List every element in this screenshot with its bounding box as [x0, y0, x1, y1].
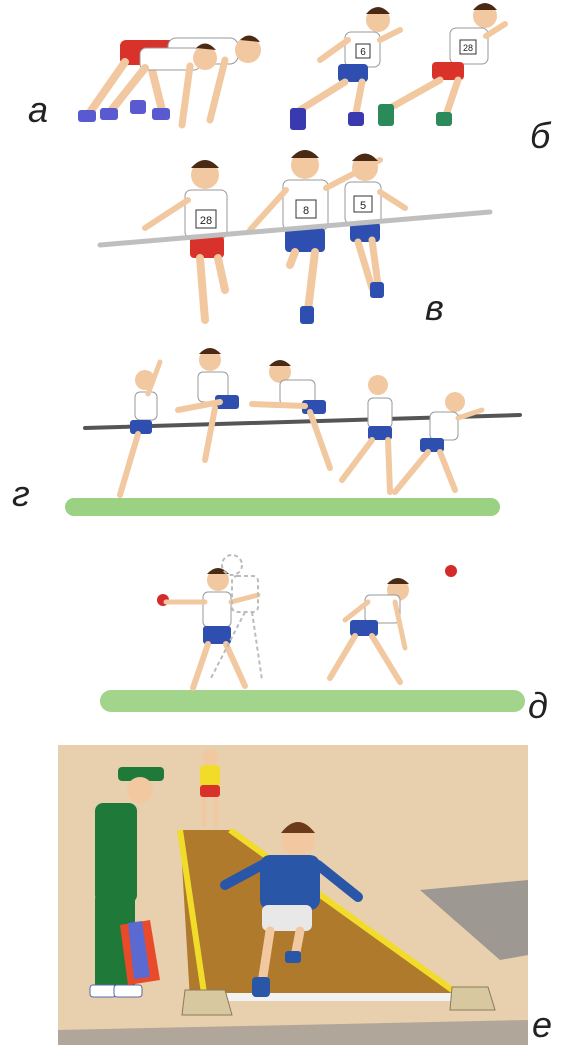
bib-v-right: 5	[359, 200, 367, 212]
thrower-2	[330, 578, 409, 682]
bib-b-left: 6	[360, 47, 366, 58]
panel-longjump	[0, 745, 565, 1045]
ball-right	[445, 565, 457, 577]
bib-v-left: 28	[199, 215, 213, 227]
longjump-illustration	[0, 745, 565, 1045]
panel-hurdle	[0, 340, 565, 530]
label-e: е	[532, 1004, 553, 1045]
grass-strip	[65, 498, 500, 516]
throw-illustration	[0, 540, 565, 725]
hurdler-3	[252, 360, 330, 468]
label-b: б	[530, 115, 551, 156]
block-right	[450, 987, 495, 1010]
panel-throw	[0, 540, 565, 725]
bib-b-right: 28	[462, 43, 474, 53]
hurdle-illustration	[0, 340, 565, 530]
hurdler-5	[395, 392, 482, 492]
start-illustration	[0, 0, 565, 145]
panel-start	[0, 0, 565, 156]
label-g: г	[12, 473, 30, 514]
hurdler-2	[178, 348, 239, 460]
label-a: а	[28, 89, 49, 130]
takeoff-board	[215, 993, 460, 1001]
label-v: в	[425, 287, 444, 328]
thrower-1	[166, 568, 258, 688]
runner-b-right	[378, 3, 505, 126]
hurdler-4	[342, 375, 392, 492]
finish-illustration	[0, 140, 565, 340]
label-d: д	[528, 685, 548, 726]
grass-strip-throw	[100, 690, 525, 712]
bib-v-mid: 8	[302, 205, 310, 217]
block-left	[182, 990, 232, 1015]
panel-finish	[0, 140, 565, 340]
